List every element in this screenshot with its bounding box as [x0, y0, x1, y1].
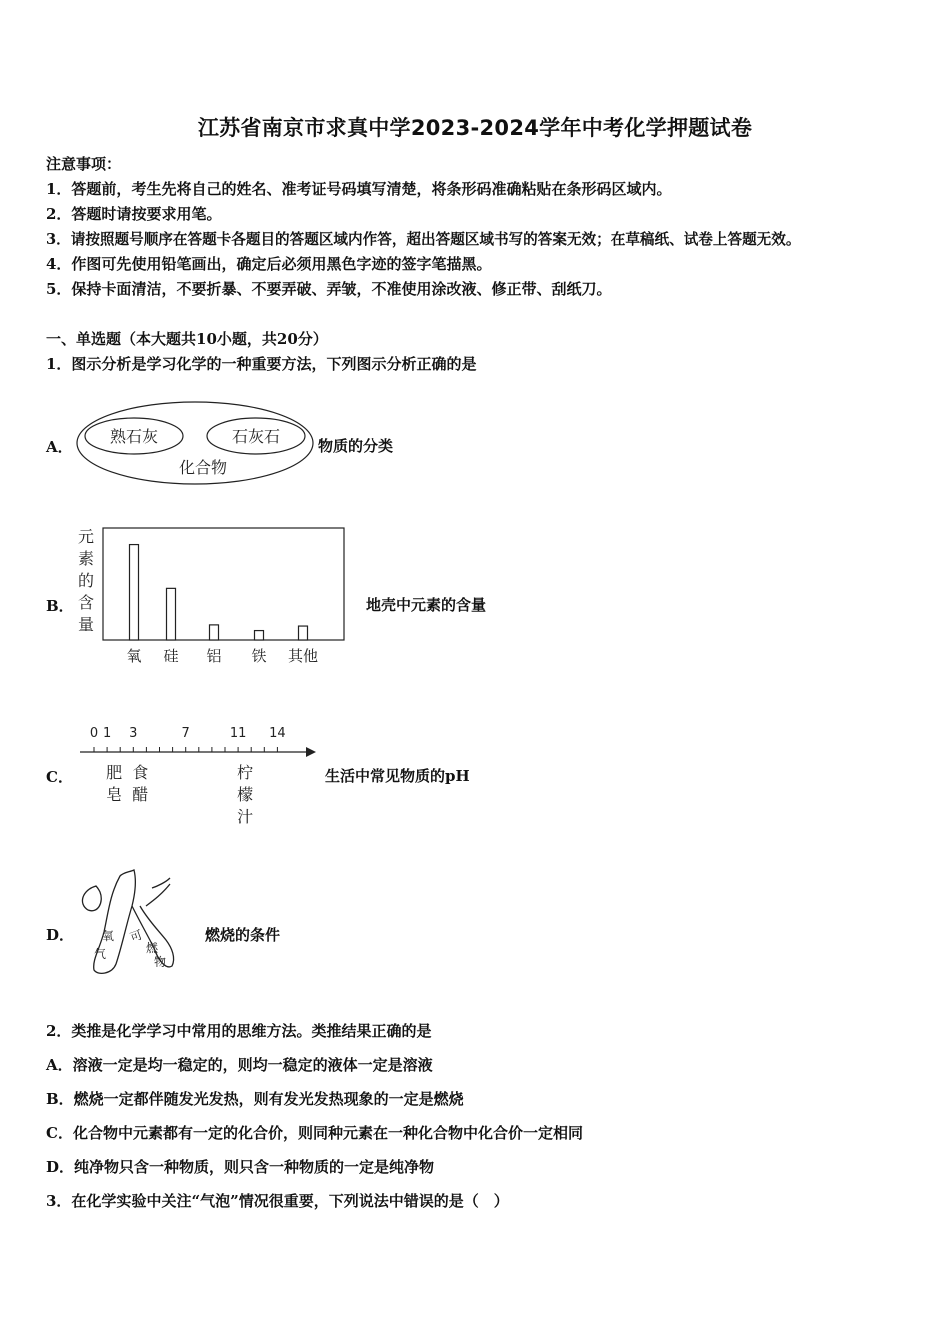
ph-substance-char: 汁 — [237, 807, 254, 826]
ph-tick-label: 11 — [229, 726, 247, 741]
section-heading: 一、单选题（本大题共10小题，共20分） — [46, 330, 328, 348]
question-3-stem: 3．在化学实验中关注“气泡”情况很重要，下列说法中错误的是（ ） — [46, 1192, 509, 1210]
question-2-option: D．纯净物只含一种物质，则只含一种物质的一定是纯净物 — [46, 1158, 435, 1176]
ph-tick-label: 1 — [102, 726, 112, 741]
chart-frame — [103, 528, 344, 640]
notice-item: 2．答题时请按要求用笔。 — [46, 205, 222, 223]
ph-scale-diagram — [74, 720, 324, 830]
notice-item: 3．请按照题号顺序在答题卡各题目的答题区域内作答，超出答题区域书写的答案无效；在草稿纸、试卷上答题无效。 — [46, 231, 801, 248]
option-d-caption: 燃烧的条件 — [205, 926, 281, 944]
ph-tick-label: 3 — [129, 726, 138, 741]
ph-substance-char: 醋 — [132, 785, 149, 804]
page-title: 江苏省南京市求真中学2023-2024学年中考化学押题试卷 — [197, 116, 753, 140]
bar-硅 — [167, 588, 176, 640]
notice-item: 1．答题前，考生先将自己的姓名、准考证号码填写清楚，将条形码准确粘贴在条形码区域内。 — [46, 180, 672, 198]
ph-tick-label: 0 — [89, 726, 99, 741]
option-a-label: A． — [46, 438, 73, 456]
question-2-stem: 2．类推是化学学习中常用的思维方法。类推结果正确的是 — [46, 1022, 432, 1040]
y-label-char: 含 — [77, 593, 95, 612]
ph-substance-char: 柠 — [237, 763, 254, 782]
y-axis-label — [78, 527, 94, 634]
combustion-fire-diagram — [74, 866, 184, 978]
ph-substance-char: 皂 — [106, 785, 123, 804]
question-2-option: B．燃烧一定都伴随发光发热，则有发光发热现象的一定是燃烧 — [46, 1090, 464, 1108]
option-a-caption: 物质的分类 — [318, 437, 394, 455]
y-label-char: 的 — [77, 571, 95, 590]
notice-item: 4．作图可先使用铅笔画出，确定后必须用黑色字迹的签字笔描黑。 — [46, 255, 492, 273]
ph-tick-label: 14 — [269, 726, 286, 741]
ph-substance-char: 檬 — [237, 785, 254, 804]
notice-item: 5．保持卡面清洁，不要折暴、不要弄破、弄皱，不准使用涂改液、修正带、刮纸刀。 — [46, 280, 612, 298]
y-label-char: 素 — [77, 549, 95, 568]
element-content-bar-chart — [74, 522, 364, 672]
option-b-label: B． — [46, 597, 74, 615]
option-c-label: C． — [46, 768, 73, 786]
x-tick-label: 铝 — [206, 647, 222, 665]
question-2-option: C．化合物中元素都有一定的化合价，则同种元素在一种化合物中化合价一定相同 — [46, 1124, 583, 1142]
ph-substance-char: 食 — [132, 763, 149, 782]
ph-substance-char: 肥 — [106, 763, 123, 782]
x-tick-label: 铁 — [251, 647, 267, 665]
inner-left-label: 熟石灰 — [109, 427, 159, 446]
y-label-char: 元 — [77, 527, 95, 546]
option-b-caption: 地壳中元素的含量 — [366, 596, 487, 614]
classification-diagram — [74, 398, 319, 488]
x-tick-label: 硅 — [163, 647, 179, 665]
inner-right-label: 石灰石 — [231, 427, 281, 446]
bar-铝 — [210, 625, 219, 640]
question-1-stem: 1．图示分析是学习化学的一种重要方法，下列图示分析正确的是 — [46, 355, 477, 373]
leaf-left-label-2: 气 — [94, 947, 107, 961]
ph-tick-label: 7 — [181, 726, 190, 741]
bar-氧 — [130, 545, 139, 640]
notice-heading: 注意事项： — [46, 155, 122, 173]
x-tick-label: 其他 — [287, 647, 319, 665]
y-label-char: 量 — [77, 615, 95, 634]
leaf-right-label-1: 可 — [128, 927, 145, 945]
option-c-caption: 生活中常见物质的pH — [325, 767, 470, 785]
fire-spark-right — [146, 878, 170, 906]
leaf-right-label-3: 物 — [154, 955, 167, 969]
option-d-label: D． — [46, 926, 75, 944]
ph-axis-arrow — [306, 747, 316, 757]
question-2-option: A．溶液一定是均一稳定的，则均一稳定的液体一定是溶液 — [46, 1056, 433, 1074]
outer-label: 化合物 — [178, 458, 228, 477]
leaf-left-label-1: 氧 — [102, 929, 115, 943]
bar-其他 — [299, 626, 308, 640]
leaf-right-label-2: 燃 — [146, 941, 159, 955]
bar-铁 — [255, 631, 264, 640]
fire-spark-left — [82, 886, 101, 911]
x-tick-label: 氧 — [126, 647, 142, 665]
